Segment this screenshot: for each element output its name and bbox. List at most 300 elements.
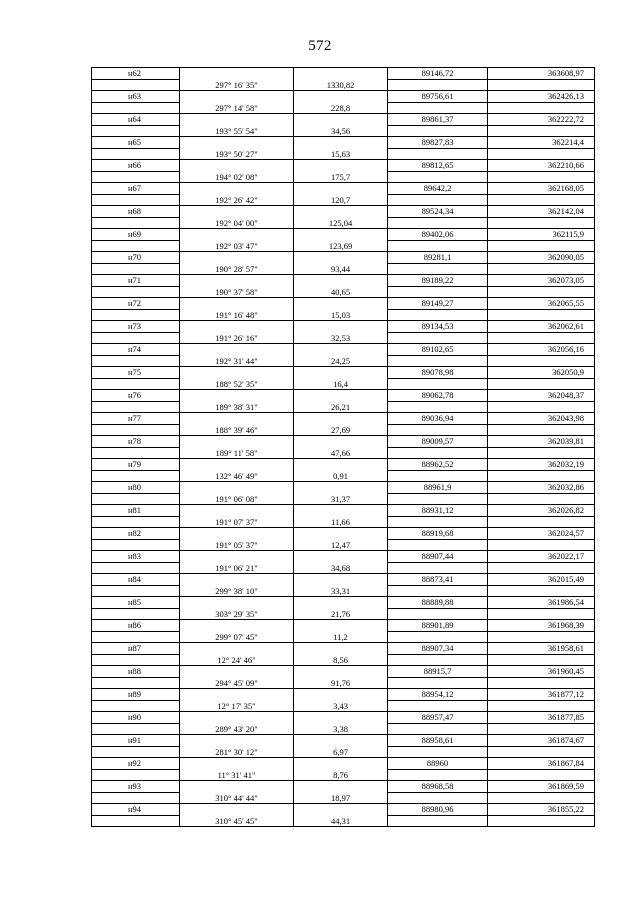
x-coordinate-cell bbox=[388, 770, 488, 782]
x-coordinate-cell: 88960 bbox=[388, 758, 488, 770]
segment-length-cell: 3,43 bbox=[294, 701, 388, 713]
segment-length-cell: 8,56 bbox=[294, 655, 388, 667]
direction-angle-cell bbox=[180, 298, 294, 310]
direction-angle-cell: 192° 31' 44" bbox=[180, 356, 294, 368]
point-row bbox=[92, 68, 595, 80]
y-coordinate-cell bbox=[488, 471, 595, 483]
direction-angle-cell bbox=[180, 252, 294, 264]
x-coordinate-cell bbox=[388, 80, 488, 92]
segment-length-cell: 8,76 bbox=[294, 770, 388, 782]
x-coordinate-cell bbox=[388, 103, 488, 115]
x-coordinate-cell bbox=[388, 126, 488, 138]
y-coordinate-cell: 362115,9 bbox=[488, 229, 595, 241]
point-row bbox=[92, 160, 595, 172]
segment-row bbox=[92, 540, 595, 552]
segment-row bbox=[92, 195, 595, 207]
x-coordinate-cell: 89281,1 bbox=[388, 252, 488, 264]
direction-angle-cell bbox=[180, 390, 294, 402]
direction-angle-cell bbox=[180, 321, 294, 333]
x-coordinate-cell: 88873,41 bbox=[388, 574, 488, 586]
point-name-cell bbox=[92, 563, 180, 575]
point-name-cell bbox=[92, 632, 180, 644]
y-coordinate-cell bbox=[488, 241, 595, 253]
x-coordinate-cell: 89146,72 bbox=[388, 68, 488, 80]
point-name-cell bbox=[92, 402, 180, 414]
segment-length-cell bbox=[294, 321, 388, 333]
direction-angle-cell: 310° 45' 45" bbox=[180, 816, 294, 828]
segment-row bbox=[92, 333, 595, 345]
segment-length-cell bbox=[294, 114, 388, 126]
segment-row bbox=[92, 471, 595, 483]
direction-angle-cell: 192° 03' 47" bbox=[180, 241, 294, 253]
direction-angle-cell bbox=[180, 137, 294, 149]
y-coordinate-cell: 361867,84 bbox=[488, 758, 595, 770]
segment-length-cell: 15,03 bbox=[294, 310, 388, 322]
y-coordinate-cell: 362024,57 bbox=[488, 528, 595, 540]
x-coordinate-cell bbox=[388, 494, 488, 506]
point-row bbox=[92, 551, 595, 563]
direction-angle-cell: 190° 37' 58" bbox=[180, 287, 294, 299]
point-name-cell: н66 bbox=[92, 160, 180, 172]
y-coordinate-cell bbox=[488, 632, 595, 644]
y-coordinate-cell: 361986,54 bbox=[488, 597, 595, 609]
segment-length-cell bbox=[294, 344, 388, 356]
x-coordinate-cell: 89149,27 bbox=[388, 298, 488, 310]
point-row bbox=[92, 436, 595, 448]
point-row bbox=[92, 505, 595, 517]
y-coordinate-cell: 362056,16 bbox=[488, 344, 595, 356]
x-coordinate-cell: 88961,9 bbox=[388, 482, 488, 494]
segment-row bbox=[92, 770, 595, 782]
point-name-cell: н62 bbox=[92, 68, 180, 80]
segment-row bbox=[92, 264, 595, 276]
segment-row bbox=[92, 149, 595, 161]
y-coordinate-cell bbox=[488, 149, 595, 161]
segment-length-cell: 18,97 bbox=[294, 793, 388, 805]
segment-row bbox=[92, 747, 595, 759]
segment-row bbox=[92, 655, 595, 667]
point-name-cell bbox=[92, 172, 180, 184]
segment-length-cell: 125,04 bbox=[294, 218, 388, 230]
point-name-cell bbox=[92, 425, 180, 437]
direction-angle-cell: 191° 16' 48" bbox=[180, 310, 294, 322]
segment-row bbox=[92, 172, 595, 184]
segment-length-cell: 11,2 bbox=[294, 632, 388, 644]
x-coordinate-cell: 89861,37 bbox=[388, 114, 488, 126]
point-name-cell bbox=[92, 816, 180, 828]
segment-length-cell: 31,37 bbox=[294, 494, 388, 506]
y-coordinate-cell: 362426,13 bbox=[488, 91, 595, 103]
segment-length-cell bbox=[294, 413, 388, 425]
x-coordinate-cell bbox=[388, 218, 488, 230]
point-name-cell bbox=[92, 724, 180, 736]
segment-length-cell: 47,66 bbox=[294, 448, 388, 460]
segment-row bbox=[92, 103, 595, 115]
direction-angle-cell: 297° 16' 35" bbox=[180, 80, 294, 92]
segment-length-cell: 21,76 bbox=[294, 609, 388, 621]
x-coordinate-cell bbox=[388, 540, 488, 552]
direction-angle-cell bbox=[180, 459, 294, 471]
point-row bbox=[92, 459, 595, 471]
y-coordinate-cell: 362168,05 bbox=[488, 183, 595, 195]
y-coordinate-cell bbox=[488, 402, 595, 414]
x-coordinate-cell bbox=[388, 517, 488, 529]
direction-angle-cell bbox=[180, 666, 294, 678]
segment-row bbox=[92, 517, 595, 529]
y-coordinate-cell bbox=[488, 586, 595, 598]
segment-row bbox=[92, 448, 595, 460]
point-name-cell bbox=[92, 494, 180, 506]
segment-length-cell bbox=[294, 137, 388, 149]
segment-row bbox=[92, 379, 595, 391]
x-coordinate-cell: 89827,83 bbox=[388, 137, 488, 149]
point-name-cell bbox=[92, 264, 180, 276]
point-name-cell: н76 bbox=[92, 390, 180, 402]
x-coordinate-cell: 88958,61 bbox=[388, 735, 488, 747]
x-coordinate-cell bbox=[388, 724, 488, 736]
x-coordinate-cell bbox=[388, 333, 488, 345]
y-coordinate-cell: 363608,97 bbox=[488, 68, 595, 80]
segment-length-cell bbox=[294, 367, 388, 379]
direction-angle-cell bbox=[180, 436, 294, 448]
y-coordinate-cell bbox=[488, 264, 595, 276]
y-coordinate-cell bbox=[488, 747, 595, 759]
segment-row bbox=[92, 563, 595, 575]
direction-angle-cell: 193° 55' 54" bbox=[180, 126, 294, 138]
segment-row bbox=[92, 287, 595, 299]
point-name-cell: н94 bbox=[92, 804, 180, 816]
point-row bbox=[92, 643, 595, 655]
segment-row bbox=[92, 609, 595, 621]
y-coordinate-cell: 361968,39 bbox=[488, 620, 595, 632]
point-name-cell bbox=[92, 448, 180, 460]
point-name-cell bbox=[92, 195, 180, 207]
direction-angle-cell bbox=[180, 183, 294, 195]
x-coordinate-cell: 88919,68 bbox=[388, 528, 488, 540]
y-coordinate-cell: 362090,05 bbox=[488, 252, 595, 264]
point-row bbox=[92, 114, 595, 126]
x-coordinate-cell: 89134,53 bbox=[388, 321, 488, 333]
y-coordinate-cell bbox=[488, 172, 595, 184]
point-row bbox=[92, 781, 595, 793]
segment-length-cell bbox=[294, 781, 388, 793]
point-name-cell: н91 bbox=[92, 735, 180, 747]
point-name-cell: н82 bbox=[92, 528, 180, 540]
direction-angle-cell: 191° 26' 16" bbox=[180, 333, 294, 345]
direction-angle-cell: 191° 06' 08" bbox=[180, 494, 294, 506]
x-coordinate-cell bbox=[388, 402, 488, 414]
point-row bbox=[92, 735, 595, 747]
x-coordinate-cell: 89102,65 bbox=[388, 344, 488, 356]
x-coordinate-cell bbox=[388, 747, 488, 759]
segment-length-cell: 40,65 bbox=[294, 287, 388, 299]
segment-length-cell bbox=[294, 482, 388, 494]
direction-angle-cell bbox=[180, 528, 294, 540]
y-coordinate-cell bbox=[488, 609, 595, 621]
point-name-cell: н64 bbox=[92, 114, 180, 126]
segment-length-cell: 228,8 bbox=[294, 103, 388, 115]
y-coordinate-cell bbox=[488, 379, 595, 391]
direction-angle-cell: 297° 14' 58" bbox=[180, 103, 294, 115]
segment-length-cell: 15,63 bbox=[294, 149, 388, 161]
direction-angle-cell bbox=[180, 482, 294, 494]
point-name-cell: н87 bbox=[92, 643, 180, 655]
segment-length-cell bbox=[294, 183, 388, 195]
y-coordinate-cell: 361960,45 bbox=[488, 666, 595, 678]
point-row bbox=[92, 298, 595, 310]
segment-length-cell: 33,31 bbox=[294, 586, 388, 598]
point-row bbox=[92, 666, 595, 678]
direction-angle-cell bbox=[180, 735, 294, 747]
y-coordinate-cell bbox=[488, 218, 595, 230]
point-name-cell bbox=[92, 333, 180, 345]
segment-row bbox=[92, 816, 595, 828]
x-coordinate-cell bbox=[388, 678, 488, 690]
segment-row bbox=[92, 80, 595, 92]
y-coordinate-cell bbox=[488, 724, 595, 736]
segment-row bbox=[92, 356, 595, 368]
y-coordinate-cell bbox=[488, 517, 595, 529]
direction-angle-cell bbox=[180, 275, 294, 287]
point-name-cell: н69 bbox=[92, 229, 180, 241]
segment-row bbox=[92, 701, 595, 713]
segment-length-cell: 6,97 bbox=[294, 747, 388, 759]
point-name-cell: н79 bbox=[92, 459, 180, 471]
y-coordinate-cell: 362022,17 bbox=[488, 551, 595, 563]
y-coordinate-cell bbox=[488, 448, 595, 460]
x-coordinate-cell: 88980,96 bbox=[388, 804, 488, 816]
point-name-cell: н80 bbox=[92, 482, 180, 494]
point-name-cell: н93 bbox=[92, 781, 180, 793]
point-row bbox=[92, 275, 595, 287]
x-coordinate-cell: 88889,88 bbox=[388, 597, 488, 609]
segment-length-cell: 26,21 bbox=[294, 402, 388, 414]
x-coordinate-cell: 88901,89 bbox=[388, 620, 488, 632]
point-name-cell: н73 bbox=[92, 321, 180, 333]
x-coordinate-cell bbox=[388, 448, 488, 460]
point-row bbox=[92, 137, 595, 149]
point-row bbox=[92, 206, 595, 218]
point-name-cell bbox=[92, 471, 180, 483]
x-coordinate-cell: 88968,58 bbox=[388, 781, 488, 793]
direction-angle-cell: 310° 44' 44" bbox=[180, 793, 294, 805]
direction-angle-cell bbox=[180, 68, 294, 80]
x-coordinate-cell bbox=[388, 241, 488, 253]
segment-length-cell bbox=[294, 68, 388, 80]
point-row bbox=[92, 183, 595, 195]
direction-angle-cell: 191° 06' 21" bbox=[180, 563, 294, 575]
y-coordinate-cell bbox=[488, 563, 595, 575]
y-coordinate-cell bbox=[488, 816, 595, 828]
segment-length-cell: 44,31 bbox=[294, 816, 388, 828]
direction-angle-cell bbox=[180, 758, 294, 770]
segment-length-cell bbox=[294, 528, 388, 540]
y-coordinate-cell: 362142,04 bbox=[488, 206, 595, 218]
point-name-cell bbox=[92, 103, 180, 115]
x-coordinate-cell bbox=[388, 471, 488, 483]
segment-length-cell: 11,66 bbox=[294, 517, 388, 529]
direction-angle-cell: 281° 30' 12" bbox=[180, 747, 294, 759]
segment-length-cell: 3,38 bbox=[294, 724, 388, 736]
direction-angle-cell bbox=[180, 367, 294, 379]
x-coordinate-cell: 89402,06 bbox=[388, 229, 488, 241]
y-coordinate-cell: 362214,4 bbox=[488, 137, 595, 149]
direction-angle-cell bbox=[180, 114, 294, 126]
point-name-cell bbox=[92, 609, 180, 621]
point-name-cell: н90 bbox=[92, 712, 180, 724]
y-coordinate-cell: 362026,82 bbox=[488, 505, 595, 517]
x-coordinate-cell bbox=[388, 310, 488, 322]
x-coordinate-cell bbox=[388, 149, 488, 161]
segment-length-cell bbox=[294, 758, 388, 770]
point-name-cell bbox=[92, 747, 180, 759]
y-coordinate-cell: 362062,61 bbox=[488, 321, 595, 333]
point-row bbox=[92, 367, 595, 379]
direction-angle-cell bbox=[180, 551, 294, 563]
segment-length-cell bbox=[294, 390, 388, 402]
x-coordinate-cell bbox=[388, 632, 488, 644]
direction-angle-cell bbox=[180, 206, 294, 218]
segment-row bbox=[92, 241, 595, 253]
x-coordinate-cell: 88957,47 bbox=[388, 712, 488, 724]
y-coordinate-cell bbox=[488, 333, 595, 345]
point-name-cell bbox=[92, 126, 180, 138]
point-name-cell bbox=[92, 310, 180, 322]
direction-angle-cell: 191° 07' 37" bbox=[180, 517, 294, 529]
segment-row bbox=[92, 126, 595, 138]
y-coordinate-cell: 362032,19 bbox=[488, 459, 595, 471]
segment-length-cell: 1330,82 bbox=[294, 80, 388, 92]
direction-angle-cell bbox=[180, 620, 294, 632]
segment-length-cell: 34,68 bbox=[294, 563, 388, 575]
x-coordinate-cell bbox=[388, 609, 488, 621]
x-coordinate-cell: 88962,52 bbox=[388, 459, 488, 471]
point-name-cell bbox=[92, 379, 180, 391]
y-coordinate-cell bbox=[488, 310, 595, 322]
segment-length-cell bbox=[294, 735, 388, 747]
segment-row bbox=[92, 632, 595, 644]
point-name-cell bbox=[92, 356, 180, 368]
y-coordinate-cell: 361869,59 bbox=[488, 781, 595, 793]
point-name-cell bbox=[92, 287, 180, 299]
segment-length-cell: 34,56 bbox=[294, 126, 388, 138]
point-row bbox=[92, 252, 595, 264]
direction-angle-cell: 11° 31' 41" bbox=[180, 770, 294, 782]
y-coordinate-cell bbox=[488, 793, 595, 805]
segment-length-cell bbox=[294, 436, 388, 448]
segment-length-cell: 120,7 bbox=[294, 195, 388, 207]
segment-row bbox=[92, 310, 595, 322]
segment-length-cell bbox=[294, 275, 388, 287]
point-name-cell: н77 bbox=[92, 413, 180, 425]
point-row bbox=[92, 804, 595, 816]
x-coordinate-cell bbox=[388, 793, 488, 805]
y-coordinate-cell bbox=[488, 425, 595, 437]
x-coordinate-cell bbox=[388, 563, 488, 575]
x-coordinate-cell bbox=[388, 287, 488, 299]
direction-angle-cell: 289° 43' 20" bbox=[180, 724, 294, 736]
x-coordinate-cell: 88931,12 bbox=[388, 505, 488, 517]
segment-length-cell bbox=[294, 252, 388, 264]
segment-length-cell: 93,44 bbox=[294, 264, 388, 276]
y-coordinate-cell: 362032,86 bbox=[488, 482, 595, 494]
y-coordinate-cell bbox=[488, 80, 595, 92]
y-coordinate-cell bbox=[488, 494, 595, 506]
point-row bbox=[92, 229, 595, 241]
point-name-cell: н68 bbox=[92, 206, 180, 218]
x-coordinate-cell: 89756,61 bbox=[388, 91, 488, 103]
point-name-cell bbox=[92, 149, 180, 161]
segment-length-cell: 123,69 bbox=[294, 241, 388, 253]
segment-row bbox=[92, 402, 595, 414]
point-name-cell: н70 bbox=[92, 252, 180, 264]
segment-row bbox=[92, 586, 595, 598]
y-coordinate-cell: 361877,85 bbox=[488, 712, 595, 724]
y-coordinate-cell: 362015,49 bbox=[488, 574, 595, 586]
point-name-cell: н74 bbox=[92, 344, 180, 356]
segment-length-cell bbox=[294, 298, 388, 310]
point-name-cell bbox=[92, 540, 180, 552]
y-coordinate-cell bbox=[488, 655, 595, 667]
segment-length-cell bbox=[294, 551, 388, 563]
direction-angle-cell bbox=[180, 804, 294, 816]
x-coordinate-cell: 89036,94 bbox=[388, 413, 488, 425]
x-coordinate-cell: 89812,65 bbox=[388, 160, 488, 172]
direction-angle-cell bbox=[180, 597, 294, 609]
segment-row bbox=[92, 724, 595, 736]
x-coordinate-cell: 89062,78 bbox=[388, 390, 488, 402]
direction-angle-cell: 132° 46' 49" bbox=[180, 471, 294, 483]
point-name-cell bbox=[92, 80, 180, 92]
point-row bbox=[92, 712, 595, 724]
x-coordinate-cell bbox=[388, 701, 488, 713]
direction-angle-cell bbox=[180, 689, 294, 701]
y-coordinate-cell bbox=[488, 356, 595, 368]
y-coordinate-cell bbox=[488, 701, 595, 713]
x-coordinate-cell bbox=[388, 356, 488, 368]
y-coordinate-cell: 362043,98 bbox=[488, 413, 595, 425]
segment-length-cell bbox=[294, 505, 388, 517]
direction-angle-cell: 12° 17' 35" bbox=[180, 701, 294, 713]
point-row bbox=[92, 390, 595, 402]
point-name-cell: н65 bbox=[92, 137, 180, 149]
coordinates-table bbox=[91, 67, 595, 827]
point-name-cell bbox=[92, 678, 180, 690]
direction-angle-cell bbox=[180, 505, 294, 517]
y-coordinate-cell: 361877,12 bbox=[488, 689, 595, 701]
x-coordinate-cell: 89189,22 bbox=[388, 275, 488, 287]
segment-length-cell: 91,76 bbox=[294, 678, 388, 690]
point-name-cell bbox=[92, 517, 180, 529]
y-coordinate-cell bbox=[488, 540, 595, 552]
direction-angle-cell: 190° 28' 57" bbox=[180, 264, 294, 276]
y-coordinate-cell bbox=[488, 103, 595, 115]
point-row bbox=[92, 758, 595, 770]
segment-length-cell bbox=[294, 160, 388, 172]
point-name-cell: н85 bbox=[92, 597, 180, 609]
segment-length-cell: 24,25 bbox=[294, 356, 388, 368]
point-row bbox=[92, 91, 595, 103]
x-coordinate-cell bbox=[388, 586, 488, 598]
y-coordinate-cell bbox=[488, 678, 595, 690]
x-coordinate-cell bbox=[388, 816, 488, 828]
segment-length-cell bbox=[294, 229, 388, 241]
page-number: 572 bbox=[308, 38, 332, 54]
direction-angle-cell: 299° 38' 10" bbox=[180, 586, 294, 598]
y-coordinate-cell: 362222,72 bbox=[488, 114, 595, 126]
segment-length-cell: 0,91 bbox=[294, 471, 388, 483]
segment-row bbox=[92, 494, 595, 506]
